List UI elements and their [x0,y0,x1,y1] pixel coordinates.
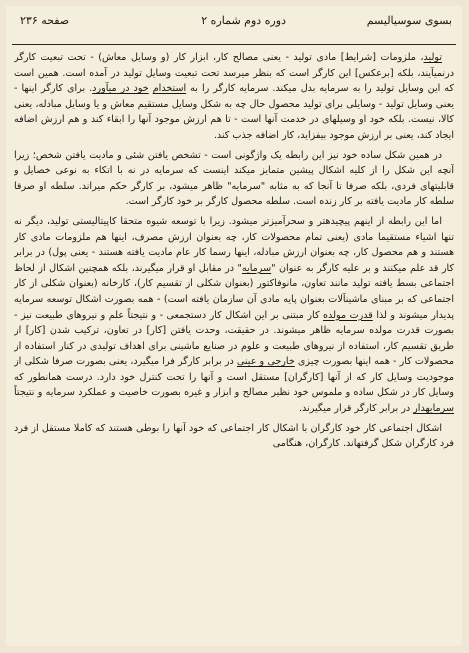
underlined-phrase: قدرت مولده [323,309,373,321]
underlined-phrase: خارجی و عینی [236,356,295,368]
underlined-phrase: استخدام [152,83,187,95]
underlined-phrase: سرمایه [241,262,272,274]
scanned-page [6,6,462,646]
page-header [12,10,456,42]
issue-number: دوره دوم شماره ۲ [201,14,286,27]
header-rule [12,44,456,45]
underlined-phrase: تولید [423,52,442,63]
page-number: صفحه ۲۳۶ [20,14,70,27]
underlined-phrase: سرمایهدار [413,403,454,415]
paragraph-3: اما این رابطه از اینهم پیچیدهتر و سحرآمیزتر میشود. زیرا با توسعه شیوه متحقا کاپیتالیستی تولید، دیگر نه تنها اشیاء مستقیما مادی (یعنی تمام محصولات کار، چه بعنوان ارزش مصرف، اینها هم ملزومات مادی کار هستند و هم محصول کار، چه بعنوان ارزش مبادله، اینها رسما کار عام مادیت یافته هستند - یعنی پول) در برابر کار قد علم میکنند و بر علیه کارگر به عنوان "سرمایه" در مقابل او قرار میگیرند، بلکه همچنین اشکال از لحاظ اجتماعی بسط یافته تولید مانند تعاون، مانوفاکتور (بعنوان شکلی از تقسیم کار)، کارخانه (بعنوان شکلی از کار اجتماعی که بر مبنای ماشینآلات بعنوان پایه مادی آن سازمان یافته است) - همه بصورت اشکال توسعه سرمایه پدیدار میشوند و لذا قدرت مولده کار مبتنی بر این اشکال کار دستجمعی - و نتیجتاً علم و نیروهای طبیعت نیز - بصورت قدرت مولده سرمایه ظاهر میشوند. در حقیقت، وحدت یافتن [کار] در تعاون، ترکیب شدن [کار] از طریق تقسیم کار، استفاده از نیروهای طبیعت و علوم در صنایع ماشینی برای اهداف تولیدی در کنار استفاده از محصولات کار - همه اینها بصورت چیزی خارجی و عینی در برابر کارگر فرا میگیرد، یعنی بصورت صرفا شکلی از موجودیت وسایل کار که از آنها [کارگران] مستقل است و آنها را تحت کنترل خود دارد. درست همانطور که وسایل کار در شکل ساده و ملموس خود نظیر مصالح و ابزار و غیره بصورت خاصیت و عملکرد سرمایه و نتیجتاً سرمایهدار در برابر کارگر قرار میگیرند. [14,215,454,415]
journal-title: بسوی سوسیالیسم [366,14,452,27]
underlined-phrase: خود در میآورد [92,83,149,95]
article-body [14,50,454,640]
paragraph-1: تولید، ملزومات [شرایط] مادی تولید - یعنی مصالح کار، ابزار کار (و وسایل معاش) - تحت تبعیت کارگر درنمیآیند، بلکه [برعکس] این کارگر است که بنظر میرسد تحت تبعیت وسایل تولید در آمده است. همین است که این وسایل تولید را به سرمایه بدل میکند. سرمایه کارگر را به استخدام خود در میآورد. برای کارگر اینها - یعنی وسایل تولید - وسایلی برای تولید محصول حال چه به شکل وسایل مستقیم معاش و یا وسایل مبادله، یعنی کالا، نیست. بلکه خود او وسیلهای در خدمت آنها است - تا هم ارزش موجود آنها را ابقاء کند و هم ارزش اضافه ایجاد کند، یعنی بر ارزش موجود بیفزاید، کار اضافه جذب کند. [14,52,454,141]
paragraph-4: اشکال اجتماعی کار خود کارگران با اشکال کار اجتماعی که خود آنها را بوطی هستند که کاملا مستقل از فرد فرد کارگران شکل گرفتهاند. کارگران، هنگامی [14,422,454,450]
paragraph-2: در همین شکل ساده خود نیز این رابطه یک واژگونی است - تشخص یافتن شئی و مادیت یافتن شخص؛ زیرا آنچه این شکل را از کلیه اشکال پیشین متمایز میکند اینست که سرمایه در نه با اتکاء به نوعی خصایل و قابلیتهای فردی، بلکه صرفا تا آنجا که به مثابه "سرمایه" ظاهر میشود، بر کارگر حکم میراند. سلطه او صرفا سلطه کار مادیت یافته بر کار زنده است. سلطه محصول کارگر بر خود کارگر است. [14,149,454,208]
